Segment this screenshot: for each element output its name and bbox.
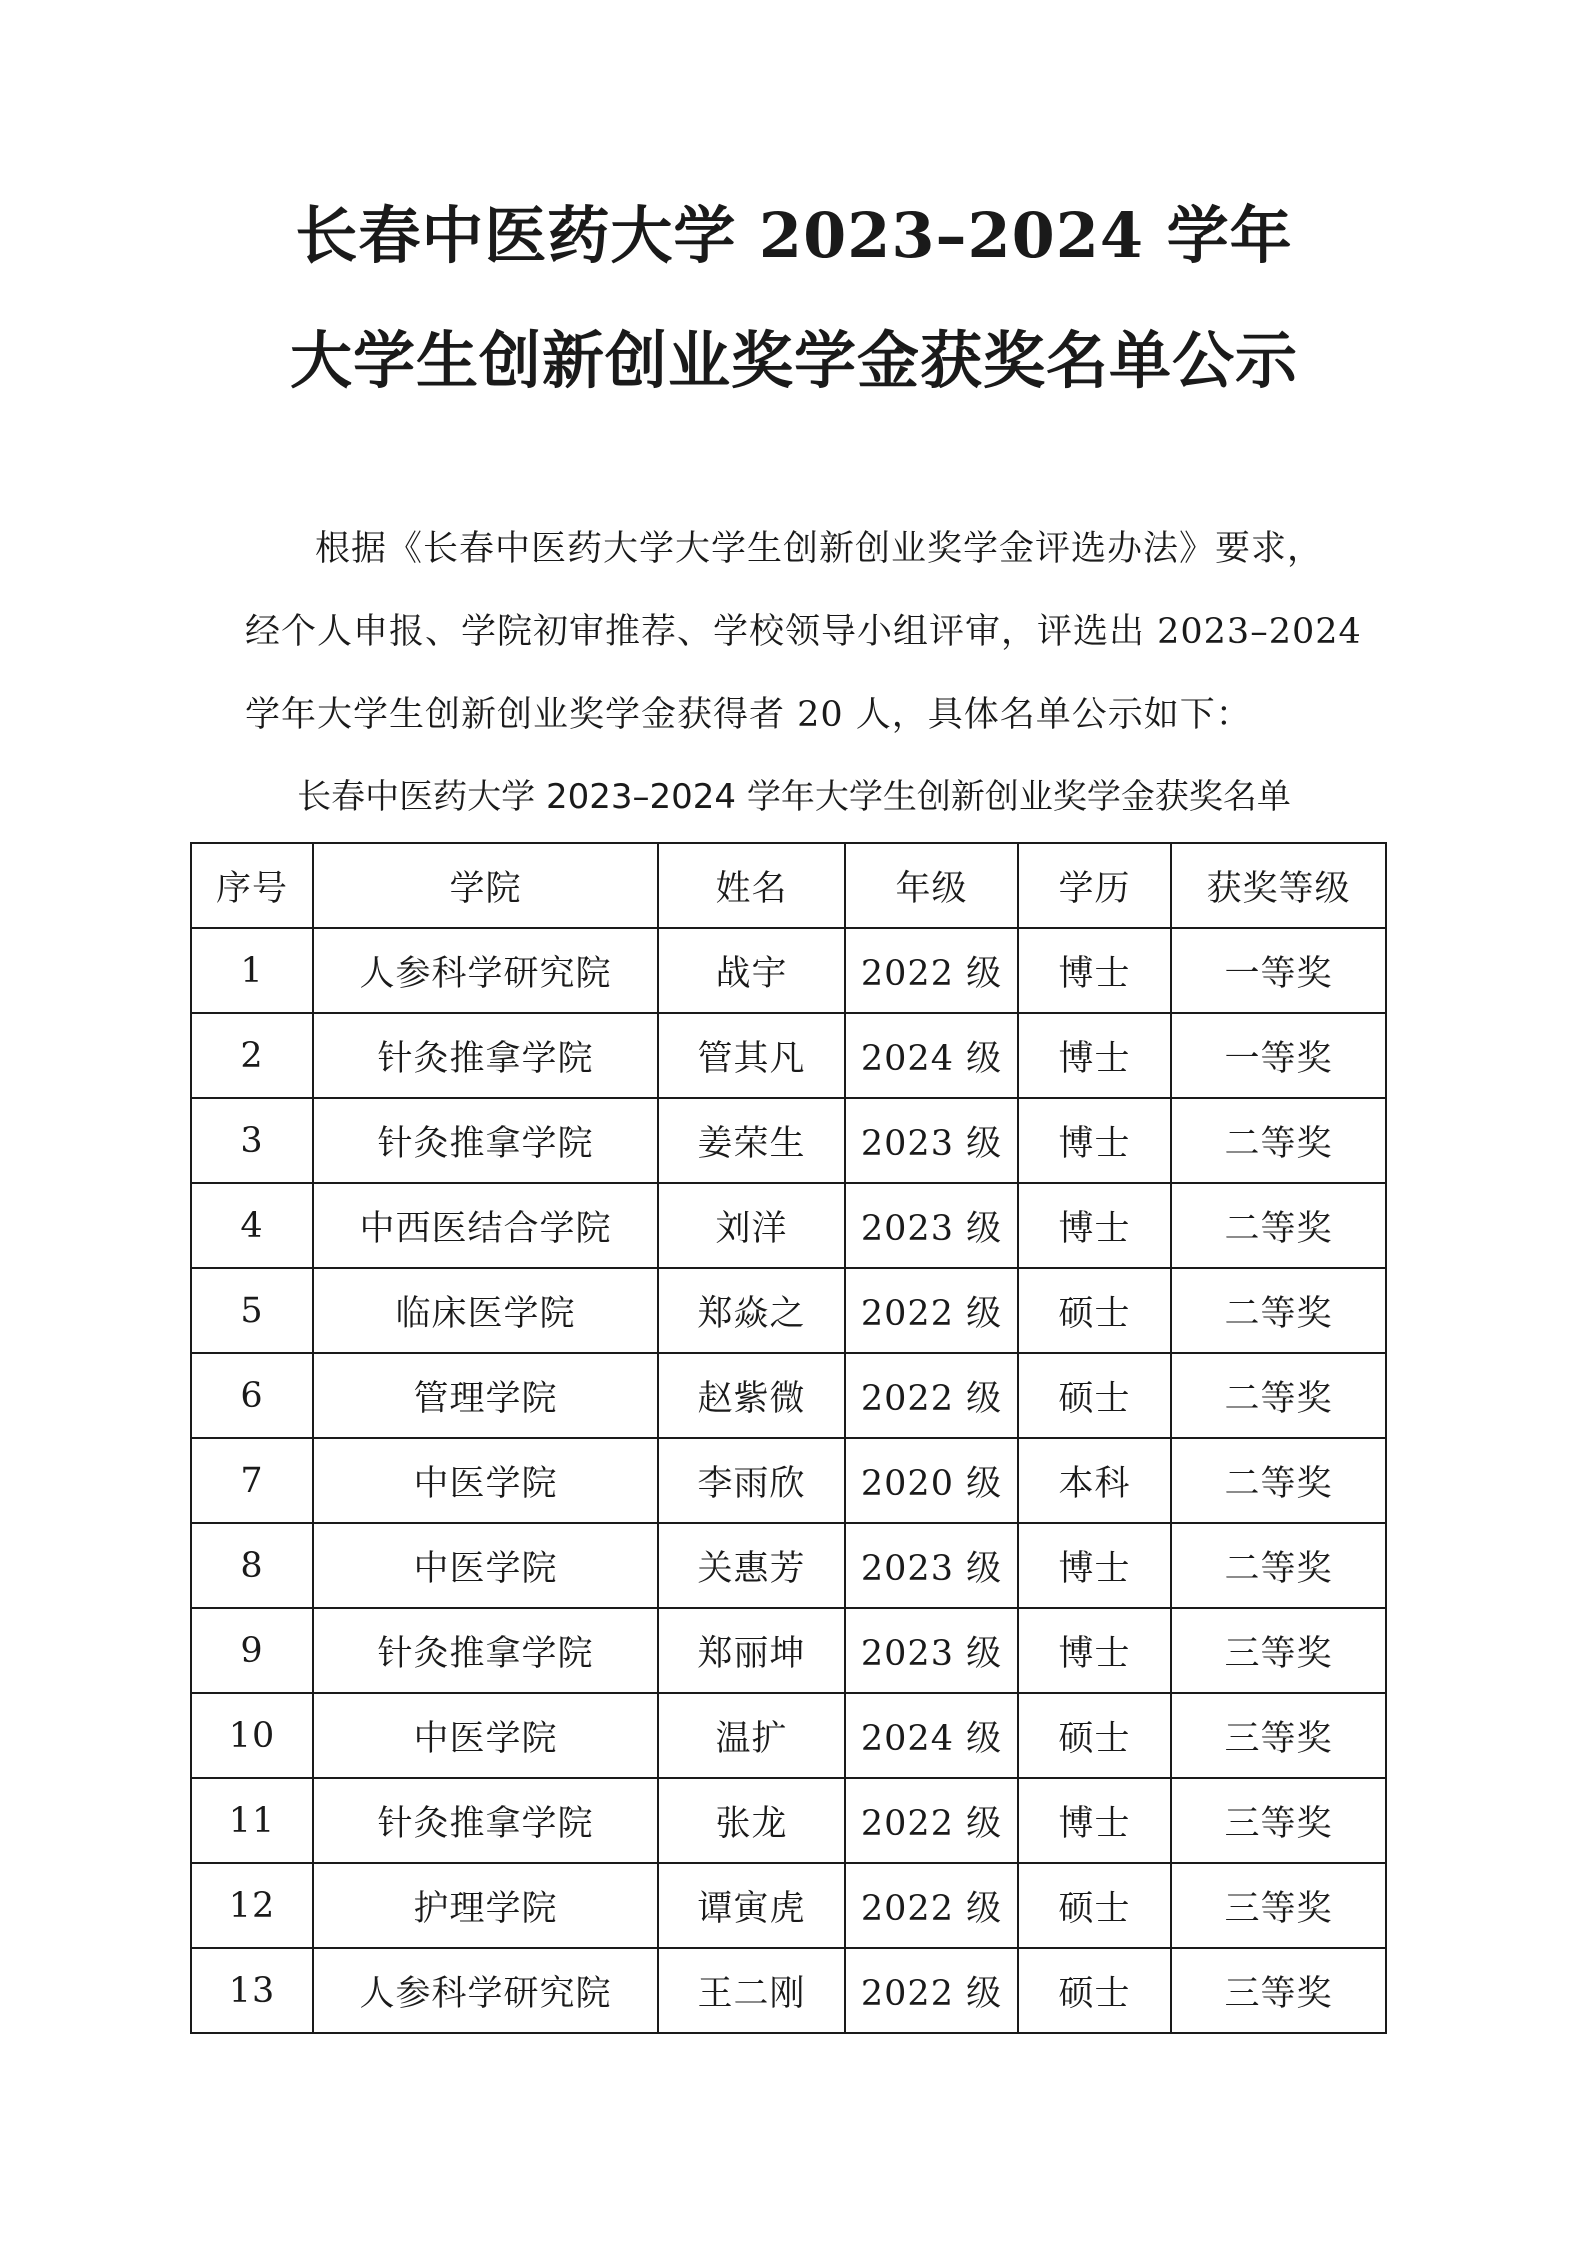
cell-degree: 硕士 <box>1018 1353 1171 1438</box>
cell-award-level: 三等奖 <box>1171 1948 1386 2033</box>
cell-name: 王二刚 <box>658 1948 845 2033</box>
header-degree: 学历 <box>1018 843 1171 928</box>
cell-grade: 2023 级 <box>845 1098 1018 1183</box>
cell-grade: 2024 级 <box>845 1013 1018 1098</box>
cell-name: 郑焱之 <box>658 1268 845 1353</box>
cell-grade: 2023 级 <box>845 1523 1018 1608</box>
cell-college: 管理学院 <box>313 1353 658 1438</box>
cell-college: 针灸推拿学院 <box>313 1013 658 1098</box>
cell-grade: 2023 级 <box>845 1608 1018 1693</box>
cell-grade: 2023 级 <box>845 1183 1018 1268</box>
table-row <box>191 1608 1386 1693</box>
cell-award-level: 二等奖 <box>1171 1523 1386 1608</box>
cell-grade: 2020 级 <box>845 1438 1018 1523</box>
cell-college: 护理学院 <box>313 1863 658 1948</box>
table-row <box>191 1268 1386 1353</box>
cell-serial-number: 13 <box>191 1948 313 2033</box>
header-grade: 年级 <box>845 843 1018 928</box>
cell-college: 中医学院 <box>313 1693 658 1778</box>
cell-college: 人参科学研究院 <box>313 928 658 1013</box>
table-row <box>191 1013 1386 1098</box>
cell-name: 温扩 <box>658 1693 845 1778</box>
cell-degree: 博士 <box>1018 1098 1171 1183</box>
cell-degree: 硕士 <box>1018 1268 1171 1353</box>
cell-serial-number: 6 <box>191 1353 313 1438</box>
header-serial-number: 序号 <box>191 843 313 928</box>
cell-name: 姜荣生 <box>658 1098 845 1183</box>
table-row <box>191 1438 1386 1523</box>
table-row <box>191 1863 1386 1948</box>
cell-grade: 2024 级 <box>845 1693 1018 1778</box>
cell-name: 刘洋 <box>658 1183 845 1268</box>
intro-paragraph-line-2: 经个人申报、学院初审推荐、学校领导小组评审，评选出 2023–2024 <box>245 612 1362 652</box>
award-list-table <box>190 842 1387 2034</box>
cell-college: 针灸推拿学院 <box>313 1778 658 1863</box>
cell-award-level: 二等奖 <box>1171 1353 1386 1438</box>
cell-degree: 博士 <box>1018 1523 1171 1608</box>
table-row <box>191 1523 1386 1608</box>
cell-serial-number: 8 <box>191 1523 313 1608</box>
table-row <box>191 928 1386 1013</box>
cell-name: 张龙 <box>658 1778 845 1863</box>
cell-name: 郑丽坤 <box>658 1608 845 1693</box>
cell-serial-number: 9 <box>191 1608 313 1693</box>
cell-serial-number: 2 <box>191 1013 313 1098</box>
cell-grade: 2022 级 <box>845 1948 1018 2033</box>
cell-college: 临床医学院 <box>313 1268 658 1353</box>
cell-award-level: 二等奖 <box>1171 1268 1386 1353</box>
cell-award-level: 一等奖 <box>1171 1013 1386 1098</box>
cell-name: 李雨欣 <box>658 1438 845 1523</box>
cell-college: 针灸推拿学院 <box>313 1608 658 1693</box>
table-row <box>191 1693 1386 1778</box>
cell-college: 中医学院 <box>313 1438 658 1523</box>
document-title-line-2: 大学生创新创业奖学金获奖名单公示 <box>289 324 1298 397</box>
table-caption: 长春中医药大学 2023–2024 学年大学生创新创业奖学金获奖名单 <box>297 777 1291 817</box>
cell-grade: 2022 级 <box>845 1353 1018 1438</box>
cell-degree: 本科 <box>1018 1438 1171 1523</box>
cell-name: 管其凡 <box>658 1013 845 1098</box>
cell-degree: 硕士 <box>1018 1948 1171 2033</box>
cell-award-level: 三等奖 <box>1171 1693 1386 1778</box>
table-row <box>191 1778 1386 1863</box>
cell-name: 关惠芳 <box>658 1523 845 1608</box>
cell-degree: 博士 <box>1018 1013 1171 1098</box>
cell-serial-number: 10 <box>191 1693 313 1778</box>
table-header-row <box>191 843 1386 928</box>
cell-degree: 博士 <box>1018 928 1171 1013</box>
cell-grade: 2022 级 <box>845 1863 1018 1948</box>
table-row <box>191 1353 1386 1438</box>
cell-serial-number: 5 <box>191 1268 313 1353</box>
cell-degree: 硕士 <box>1018 1693 1171 1778</box>
cell-college: 人参科学研究院 <box>313 1948 658 2033</box>
table-row <box>191 1098 1386 1183</box>
cell-name: 战宇 <box>658 928 845 1013</box>
cell-college: 中医学院 <box>313 1523 658 1608</box>
cell-award-level: 二等奖 <box>1171 1438 1386 1523</box>
cell-name: 赵紫微 <box>658 1353 845 1438</box>
cell-degree: 硕士 <box>1018 1863 1171 1948</box>
cell-award-level: 三等奖 <box>1171 1863 1386 1948</box>
cell-grade: 2022 级 <box>845 928 1018 1013</box>
table-row <box>191 1183 1386 1268</box>
table-body <box>191 928 1386 2033</box>
cell-degree: 博士 <box>1018 1183 1171 1268</box>
cell-serial-number: 4 <box>191 1183 313 1268</box>
cell-award-level: 二等奖 <box>1171 1098 1386 1183</box>
intro-paragraph-line-3: 学年大学生创新创业奖学金获得者 20 人，具体名单公示如下： <box>245 695 1252 735</box>
cell-college: 针灸推拿学院 <box>313 1098 658 1183</box>
table-row <box>191 1948 1386 2033</box>
cell-award-level: 二等奖 <box>1171 1183 1386 1268</box>
cell-degree: 博士 <box>1018 1778 1171 1863</box>
cell-serial-number: 7 <box>191 1438 313 1523</box>
cell-grade: 2022 级 <box>845 1778 1018 1863</box>
cell-degree: 博士 <box>1018 1608 1171 1693</box>
cell-award-level: 三等奖 <box>1171 1608 1386 1693</box>
intro-paragraph-line-1: 根据《长春中医药大学大学生创新创业奖学金评选办法》要求， <box>315 529 1324 569</box>
cell-college: 中西医结合学院 <box>313 1183 658 1268</box>
cell-award-level: 三等奖 <box>1171 1778 1386 1863</box>
cell-serial-number: 11 <box>191 1778 313 1863</box>
header-award-level: 获奖等级 <box>1171 843 1386 928</box>
cell-grade: 2022 级 <box>845 1268 1018 1353</box>
header-name: 姓名 <box>658 843 845 928</box>
header-college: 学院 <box>313 843 658 928</box>
cell-serial-number: 1 <box>191 928 313 1013</box>
document-title-line-1: 长春中医药大学 2023–2024 学年 <box>295 199 1293 272</box>
cell-name: 谭寅虎 <box>658 1863 845 1948</box>
cell-serial-number: 12 <box>191 1863 313 1948</box>
cell-serial-number: 3 <box>191 1098 313 1183</box>
cell-award-level: 一等奖 <box>1171 928 1386 1013</box>
